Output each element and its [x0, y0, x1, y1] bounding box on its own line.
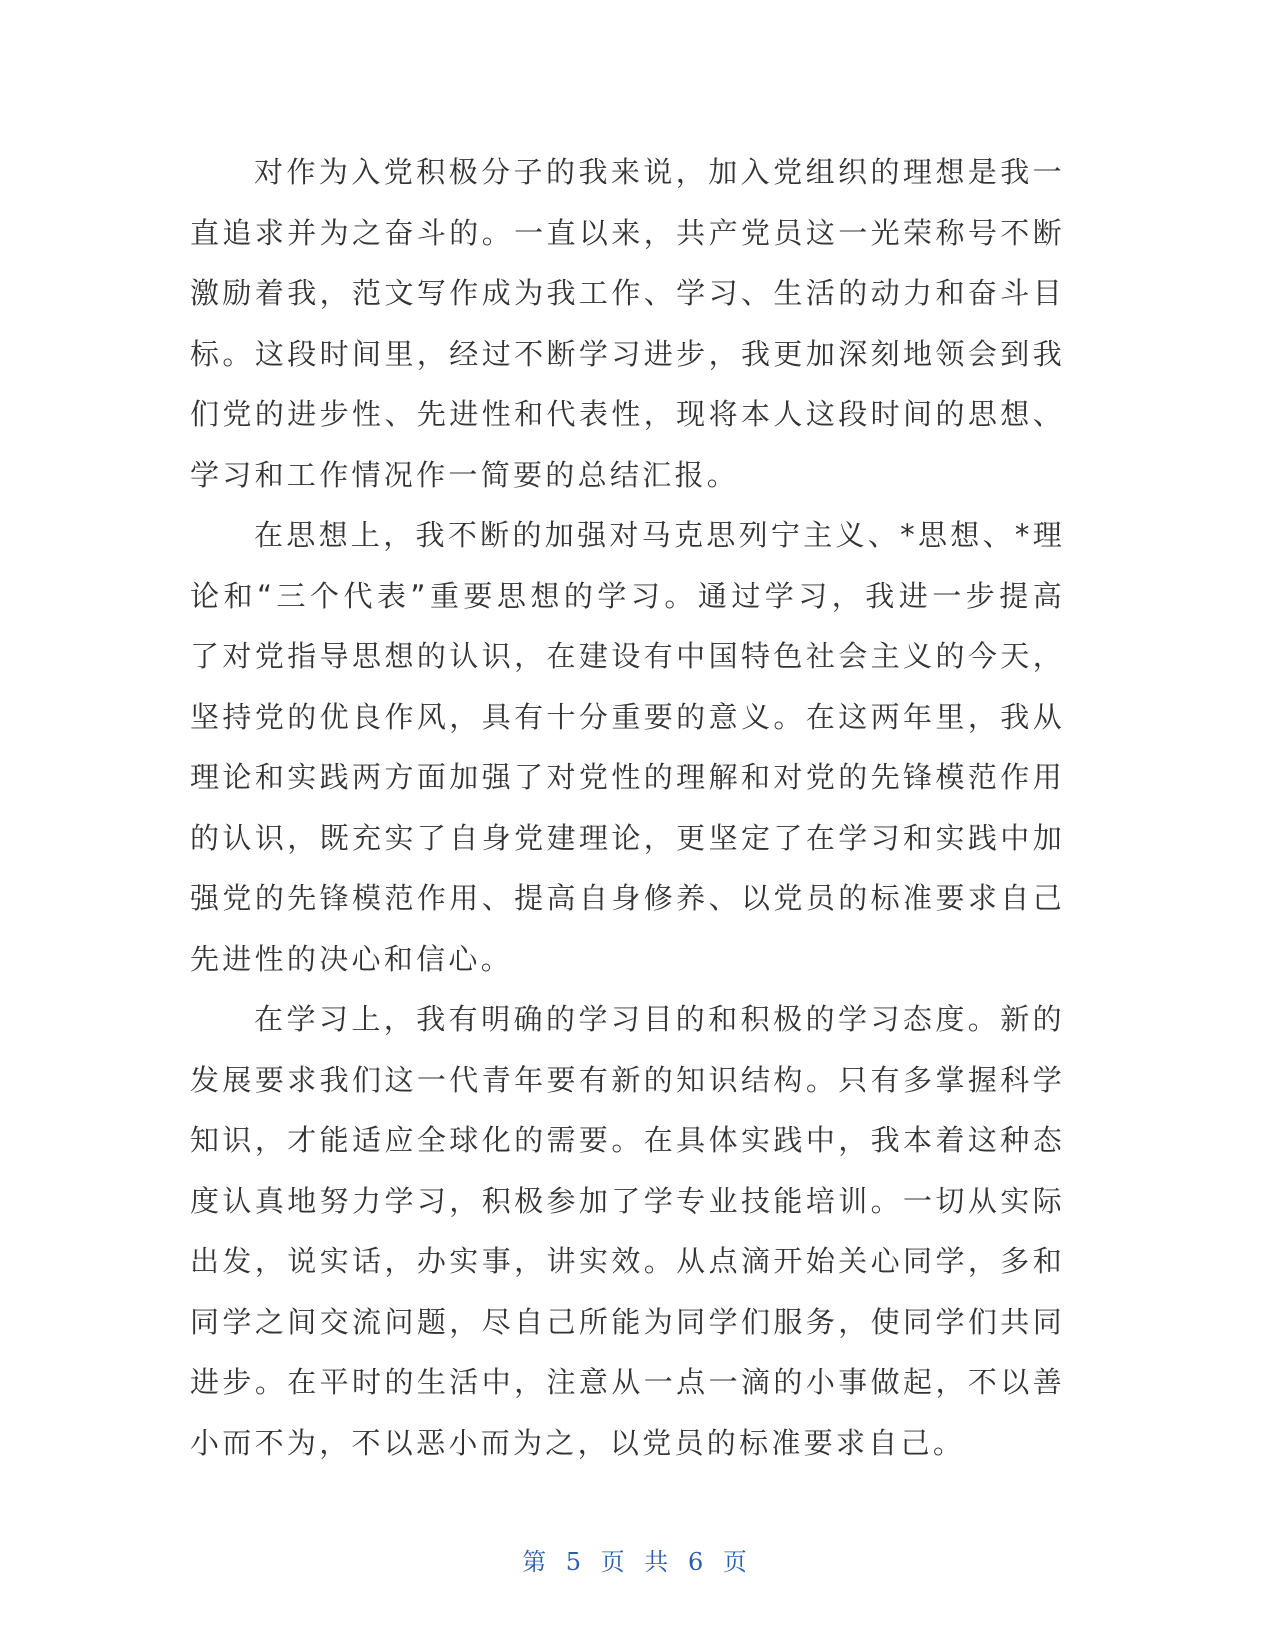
page-number-label: 第 5 页 共 6 页	[522, 1548, 753, 1576]
document-body	[190, 142, 1065, 1473]
paragraph-1: 对作为入党积极分子的我来说，加入党组织的理想是我一直追求并为之奋斗的。一直以来，共产党员这一光荣称号不断激励着我，范文写作成为我工作、学习、生活的动力和奋斗目标。这段时间里，经过不断学习进步，我更加深刻地领会到我们党的进步性、先进性和代表性，现将本人这段时间的思想、学习和工作情况作一简要的总结汇报。	[190, 155, 1065, 492]
paragraph-2: 在思想上，我不断的加强对马克思列宁主义、*思想、*理论和“三个代表”重要思想的学习。通过学习，我进一步提高了对党指导思想的认识，在建设有中国特色社会主义的今天，坚持党的优良作风，具有十分重要的意义。在这两年里，我从理论和实践两方面加强了对党性的理解和对党的先锋模范作用的认识，既充实了自身党建理论，更坚定了在学习和实践中加强党的先锋模范作用、提高自身修养、以党员的标准要求自己先进性的决心和信心。	[190, 518, 1065, 976]
page-footer	[0, 1542, 1275, 1577]
paragraph-3: 在学习上，我有明确的学习目的和积极的学习态度。新的发展要求我们这一代青年要有新的知识结构。只有多掌握科学知识，才能适应全球化的需要。在具体实践中，我本着这种态度认真地努力学习，积极参加了学专业技能培训。一切从实际出发，说实话，办实事，讲实效。从点滴开始关心同学，多和同学之间交流问题，尽自己所能为同学们服务，使同学们共同进步。在平时的生活中，注意从一点一滴的小事做起，不以善小而不为，不以恶小而为之，以党员的标准要求自己。	[190, 1002, 1065, 1460]
